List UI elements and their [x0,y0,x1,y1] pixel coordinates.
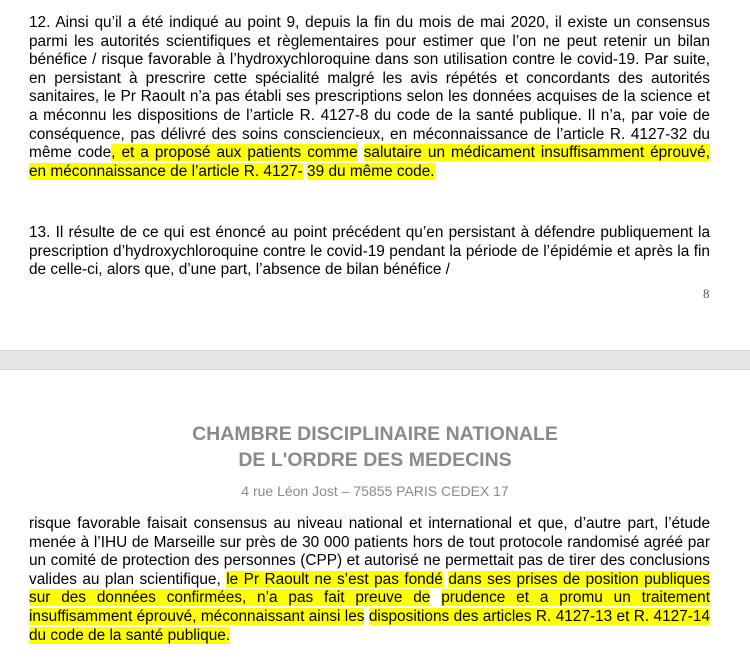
para12-line: 12. Ainsi qu’il a été indiqué au point 9, depuis la fin du mois de mai 2020, il existe un [29,14,631,31]
highlighted-text: salutaire un médicament insuffisamment éprouvé, en méconnaissance de l’article R. 4127- [29,144,710,180]
header-title-line2: DE L'ORDRE DES MEDECINS [238,449,512,471]
cont-line: pas de tirer des conclusions valides au plan scientifique, [29,552,710,588]
cont-line: l’étude menée à l’IHU de Marseille sur près de 30 000 patients hors de tout protocole [29,515,711,551]
para13-line: 13. Il résulte de ce qui est énoncé au point précédent qu’en persistant à défendre [29,224,596,241]
document-page-9 [0,370,750,660]
page-separator [0,350,750,370]
header-address: 4 rue Léon Jost – 75855 PARIS CEDEX 17 [241,483,509,499]
para13-line: publiquement la prescription d’hydroxychloroquine contre le covid-19 pendant la période de [29,224,710,260]
page-number: 8 [703,286,710,301]
para12-line: retenir un bilan bénéfice / risque favorable à l’hydroxychloroquine dans son utilisation contre [29,32,710,69]
paragraph-12 [29,14,710,181]
highlighted-text: dans ses prises de position publiques sur des données confirmées, n’a pas fait preuve de [29,570,710,607]
cont-line: risque favorable faisait consensus au niveau national et international et que, d’autre part, [29,515,659,532]
para13-line: l’épidémie et après la fin de celle-ci, alors que, d’une part, l’absence de bilan bénéfice / [29,242,710,279]
para12-line: le covid-19. Par suite, en persistant à prescrire cette spécialité malgré les avis répétés et [29,51,710,87]
cont-line: randomisé agréé par un comité de protection des personnes (CPP) et autorisé ne permettait [29,533,710,570]
paragraph-13-continued [29,515,710,645]
highlighted-text: dispositions des articles R. 4127-13 et R. 4127-14 du code de la santé publique. [29,607,710,644]
highlighted-text: prudence et a promu un traitement insuffisamment éprouvé, méconnaissant ainsi les [29,589,710,625]
header-title-line1: CHAMBRE DISCIPLINAIRE NATIONALE [192,423,558,445]
para12-line: en méconnaissance de l’article R. 4127-32 du même code [29,125,710,162]
para12-line: données acquises de la science et a méconnu les dispositions de l’article R. 4127-8 du code [29,88,711,124]
highlighted-text: 39 du même code. [307,162,435,180]
para12-line: concordants des autorités sanitaires, le Pr Raoult n’a pas établi ses prescriptions selon les [29,69,710,106]
highlighted-text: le Pr Raoult ne s’est pas fondé [226,570,443,588]
paragraph-13 [29,224,710,280]
para12-line: de la santé publique. Il n’a, par voie de conséquence, pas délivré des soins consciencieux, [29,106,710,143]
para12-line: consensus parmi les autorités scientifiques et règlementaires pour estimer que l’on ne peut [29,14,710,50]
highlighted-text: , et a proposé aux patients comme [111,144,358,162]
